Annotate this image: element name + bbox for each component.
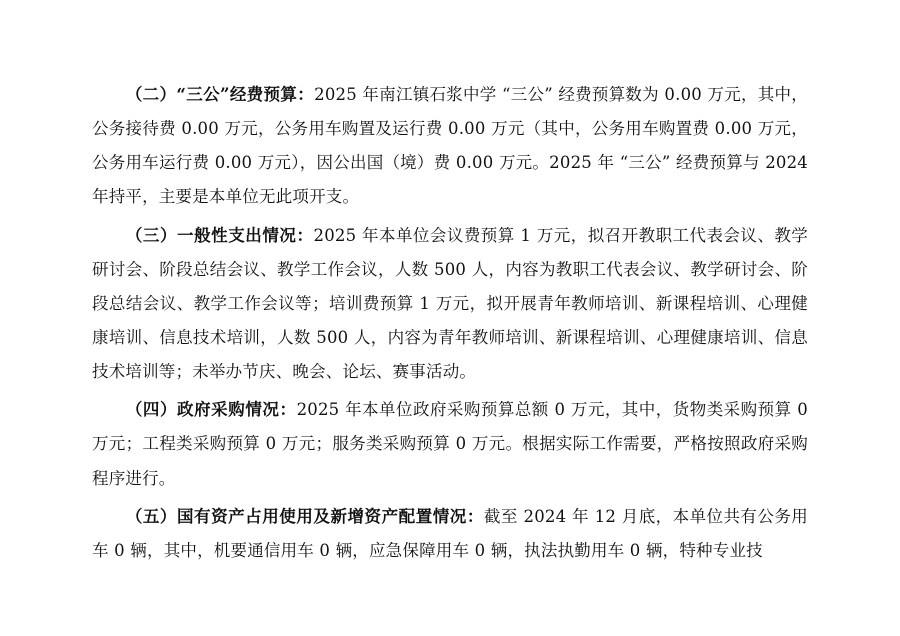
paragraph-state-assets — [92, 500, 808, 568]
paragraph-general-expenditure — [92, 219, 808, 390]
paragraph-text: 2025 年南江镇石浆中学 “三公” 经费预算数为 0.00 万元，其中，公务接待费 0.00 万元，公务用车购置及运行费 0.00 万元（其中，公务用车购置费 0.00 万元，公务用车运行费 0.00 万元），因公出国（境）费 0.00 万元。2025 年 “三公” 经费预算与 2024 年持平，主要是本单位无此项开支。 — [92, 85, 808, 207]
paragraph-text: 2025 年本单位会议费预算 1 万元，拟召开教职工代表会议、教学研讨会、阶段总结会议、教学工作会议，人数 500 人，内容为教职工代表会议、教学研讨会、阶段总结会议、教学工作会议等；培训费预算 1 万元，拟开展青年教师培训、新课程培训、心理健康培训、信息技术培训，人数 500 人，内容为青年教师培训、新课程培训、心理健康培训、信息技术培训等；未举办节庆、晚会、论坛、赛事活动。 — [92, 225, 808, 382]
document-body — [92, 78, 808, 568]
paragraph-lead-label: （二）“三公”经费预算： — [125, 85, 315, 104]
paragraph-text: 截至 2024 年 12 月底，本单位共有公务用车 0 辆，其中，机要通信用车 0 辆，应急保障用车 0 辆，执法执勤用车 0 辆，特种专业技 — [92, 506, 808, 560]
paragraph-san-gong-budget — [92, 78, 808, 215]
paragraph-lead-label: （五）国有资产占用使用及新增资产配置情况： — [125, 506, 484, 526]
paragraph-lead-label: （四）政府采购情况： — [125, 400, 297, 420]
paragraph-lead-label: （三）一般性支出情况： — [125, 225, 314, 245]
paragraph-text: 2025 年本单位政府采购预算总额 0 万元，其中，货物类采购预算 0 万元；工程类采购预算 0 万元；服务类采购预算 0 万元。根据实际工作需要，严格按照政府采购程序进行。 — [92, 400, 808, 488]
paragraph-government-procurement — [92, 393, 808, 495]
